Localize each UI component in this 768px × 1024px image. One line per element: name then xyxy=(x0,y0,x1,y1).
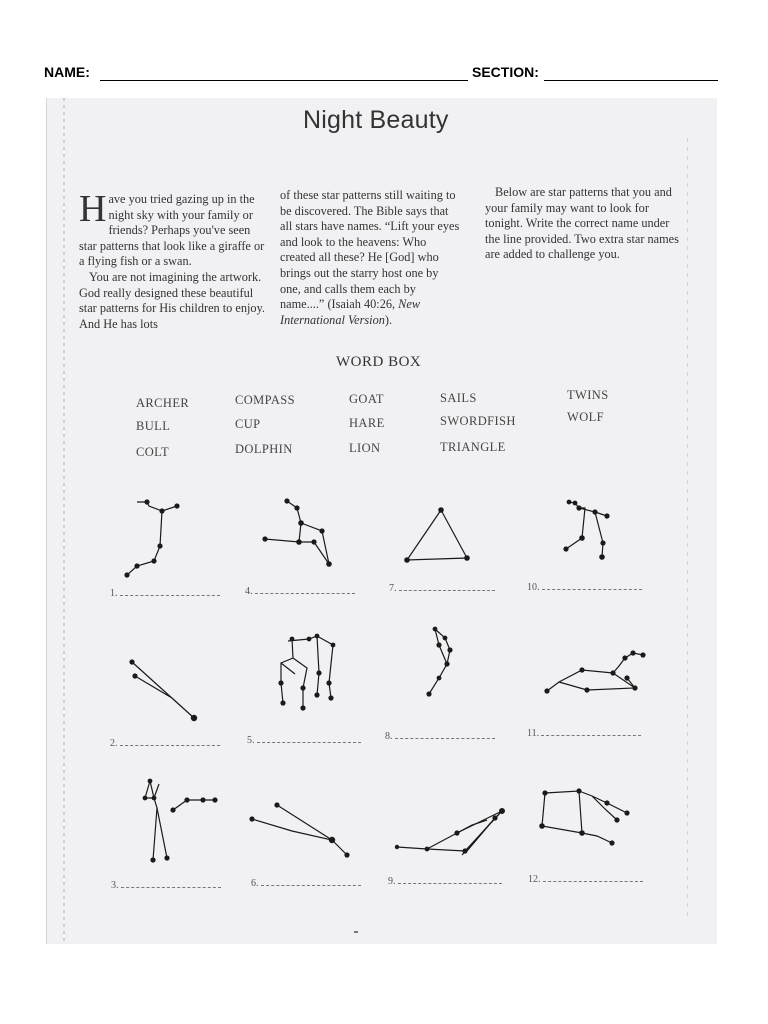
answer-number-7: 7. xyxy=(389,583,397,594)
answer-line-7[interactable] xyxy=(389,583,495,594)
word-colt: COLT xyxy=(136,445,170,459)
constellation-3 xyxy=(143,779,217,862)
answer-line-5[interactable] xyxy=(247,735,361,746)
intro-paragraph-1: ave you tried gazing up in the night sky with your family or friends? Perhaps you've seen star patterns that look like a giraffe or a flying fish or a swan. xyxy=(79,192,265,269)
word-sails: SAILS xyxy=(440,391,477,405)
constellation-9 xyxy=(395,809,504,855)
star-patterns xyxy=(47,98,717,944)
word-goat: GOAT xyxy=(349,392,384,406)
answer-number-10: 10. xyxy=(527,582,540,593)
answer-line-11[interactable] xyxy=(527,728,641,739)
scan-mark xyxy=(354,931,358,933)
worksheet-header xyxy=(44,64,734,86)
name-label: NAME: xyxy=(44,64,90,80)
answer-line-3[interactable] xyxy=(111,880,221,891)
constellation-5 xyxy=(279,634,335,710)
answer-number-8: 8. xyxy=(385,731,393,742)
word-dolphin: DOLPHIN xyxy=(235,442,293,456)
name-line[interactable] xyxy=(100,80,468,81)
word-compass: COMPASS xyxy=(235,393,296,407)
constellation-11 xyxy=(545,651,645,693)
constellation-6 xyxy=(250,803,349,857)
constellation-8 xyxy=(427,627,452,696)
answer-number-11: 11. xyxy=(527,728,540,739)
constellation-4 xyxy=(263,499,331,566)
word-swordfish: SWORDFISH xyxy=(440,414,516,428)
answer-line-8[interactable] xyxy=(385,731,495,742)
answer-number-2: 2. xyxy=(110,738,118,749)
answer-number-5: 5. xyxy=(247,735,255,746)
citation-end: ). xyxy=(384,312,393,327)
answer-line-10[interactable] xyxy=(527,582,642,593)
answer-line-9[interactable] xyxy=(388,876,502,887)
answer-number-6: 6. xyxy=(251,878,259,889)
word-twins: TWINS xyxy=(567,388,609,402)
worksheet-scan xyxy=(46,98,717,944)
word-box-title: WORD BOX xyxy=(336,354,422,370)
answer-line-12[interactable] xyxy=(528,874,643,885)
intro-paragraph-3: of these star patterns still waiting to be discovered. The Bible says that all stars have names. “Lift your eyes and look to the heavens: Who created all these? He [God] who brings out the starry host one by one, and calls them each by name....” (Isaiah 40:26, xyxy=(280,188,460,312)
bible-citation: New International Version xyxy=(280,297,421,327)
answer-number-12: 12. xyxy=(528,874,541,885)
word-triangle: TRIANGLE xyxy=(440,440,506,454)
constellation-2 xyxy=(130,660,197,721)
answer-line-1[interactable] xyxy=(110,588,220,599)
constellation-1 xyxy=(125,500,179,577)
word-archer: ARCHER xyxy=(136,396,190,410)
word-bull: BULL xyxy=(136,419,171,433)
constellation-7 xyxy=(405,508,469,562)
answer-number-4: 4. xyxy=(245,586,253,597)
word-hare: HARE xyxy=(349,416,385,430)
intro-paragraph-2: You are not imagining the artwork. God really designed these beautiful star patterns for His children to enjoy. And He has lots xyxy=(79,269,265,331)
drop-cap: H xyxy=(79,188,107,230)
word-lion: LION xyxy=(349,441,381,455)
answer-line-2[interactable] xyxy=(110,738,220,749)
constellation-10 xyxy=(564,500,609,559)
constellation-12 xyxy=(540,789,629,845)
answer-line-6[interactable] xyxy=(251,878,361,889)
worksheet-title: Night Beauty xyxy=(303,106,449,134)
answer-number-1: 1. xyxy=(110,588,118,599)
answer-number-3: 3. xyxy=(111,880,119,891)
section-label: SECTION: xyxy=(472,64,539,80)
word-wolf: WOLF xyxy=(567,410,605,424)
section-line[interactable] xyxy=(544,80,718,81)
answer-line-4[interactable] xyxy=(245,586,355,597)
word-cup: CUP xyxy=(235,417,261,431)
instructions-paragraph: Below are star patterns that you and your family may want to look for tonight. Write the correct name under the line provided. Two extra star names are added to challenge you. xyxy=(485,185,679,262)
answer-number-9: 9. xyxy=(388,876,396,887)
